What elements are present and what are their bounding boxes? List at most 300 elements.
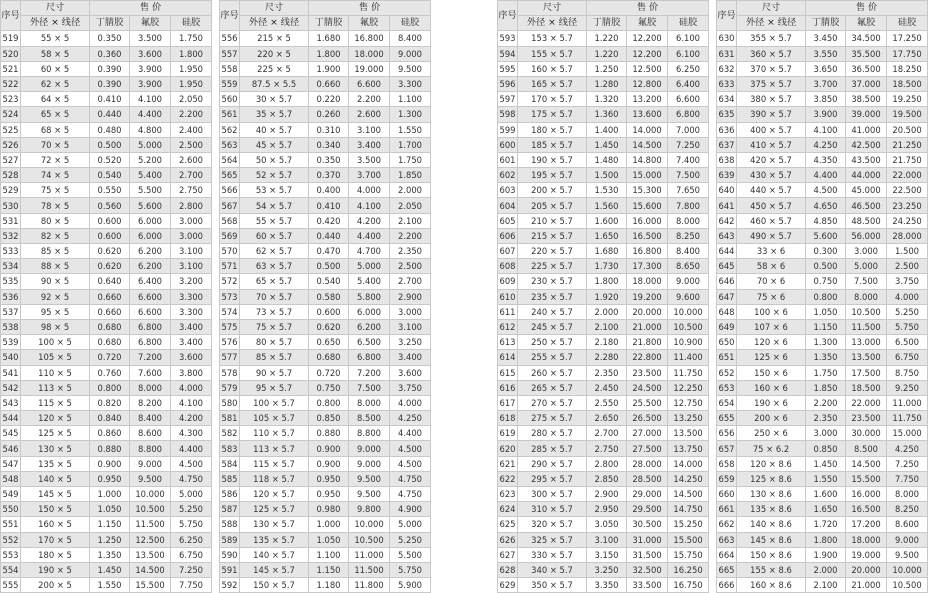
table-row: [498, 213, 709, 228]
silicone-price-cell: 2.900: [390, 289, 431, 304]
table-row: [498, 487, 709, 502]
size-cell: 140 × 8.6: [737, 517, 806, 532]
size-cell: 85 × 5: [21, 244, 90, 259]
seq-cell: 536: [1, 289, 21, 304]
silicone-price-cell: 1.800: [171, 46, 212, 61]
nbr-price-cell: 0.640: [90, 274, 130, 289]
nbr-price-cell: 1.750: [806, 365, 846, 380]
table-row: [1, 152, 212, 167]
size-cell: 100 × 5: [21, 335, 90, 350]
nbr-price-cell: 3.050: [587, 517, 627, 532]
seq-cell: 548: [1, 471, 21, 486]
seq-cell: 542: [1, 380, 21, 395]
nbr-price-cell: 1.450: [587, 137, 627, 152]
seq-cell: 537: [1, 304, 21, 319]
seq-cell: 545: [1, 426, 21, 441]
nbr-price-cell: 1.320: [587, 92, 627, 107]
silicone-price-cell: 15.500: [668, 532, 709, 547]
silicone-price-cell: 9.000: [668, 274, 709, 289]
nbr-price-cell: 0.540: [309, 274, 349, 289]
nbr-price-cell: 0.750: [309, 380, 349, 395]
seq-cell: 565: [220, 168, 240, 183]
silicone-price-cell: 2.050: [390, 198, 431, 213]
silicone-price-cell: 12.250: [668, 380, 709, 395]
seq-cell: 569: [220, 228, 240, 243]
silicone-price-cell: 8.250: [887, 502, 928, 517]
size-cell: 190 × 5.7: [518, 152, 587, 167]
table-row: [717, 517, 928, 532]
seq-cell: 606: [498, 228, 518, 243]
seq-cell: 596: [498, 76, 518, 91]
nbr-price-cell: 1.180: [309, 578, 349, 593]
table-row: [498, 547, 709, 562]
fkm-price-cell: 8.000: [846, 289, 887, 304]
fkm-price-cell: 21.000: [846, 578, 887, 593]
size-cell: 160 × 5.7: [518, 61, 587, 76]
fkm-price-cell: 12.200: [627, 31, 668, 46]
price-table-3: [497, 0, 709, 593]
fkm-price-cell: 15.600: [627, 198, 668, 213]
fkm-price-cell: 56.000: [846, 228, 887, 243]
size-cell: 90 × 5: [21, 274, 90, 289]
header-price: 售 价: [309, 1, 431, 16]
silicone-price-cell: 8.250: [668, 228, 709, 243]
fkm-price-cell: 16.800: [349, 31, 390, 46]
silicone-price-cell: 3.800: [171, 365, 212, 380]
header-fkm: 氟胶: [627, 16, 668, 31]
seq-cell: 571: [220, 259, 240, 274]
size-cell: 125 × 6: [737, 350, 806, 365]
table-row: [717, 168, 928, 183]
size-cell: 190 × 5: [21, 562, 90, 577]
fkm-price-cell: 27.500: [627, 441, 668, 456]
table-row: [717, 456, 928, 471]
fkm-price-cell: 14.500: [846, 456, 887, 471]
table-row: [220, 92, 431, 107]
seq-cell: 616: [498, 380, 518, 395]
seq-cell: 622: [498, 471, 518, 486]
header-price: 售 价: [90, 1, 212, 16]
silicone-price-cell: 3.400: [171, 335, 212, 350]
seq-cell: 522: [1, 76, 21, 91]
seq-cell: 541: [1, 365, 21, 380]
header-dim: 外径 × 线径: [518, 16, 587, 31]
seq-cell: 661: [717, 502, 737, 517]
size-cell: 225 × 5: [240, 61, 309, 76]
silicone-price-cell: 7.000: [668, 122, 709, 137]
silicone-price-cell: 6.750: [887, 350, 928, 365]
fkm-price-cell: 11.500: [349, 562, 390, 577]
size-cell: 200 × 5.7: [518, 183, 587, 198]
size-cell: 325 × 5.7: [518, 532, 587, 547]
size-cell: 330 × 5.7: [518, 547, 587, 562]
size-cell: 110 × 5.7: [240, 426, 309, 441]
size-cell: 380 × 5.7: [737, 92, 806, 107]
seq-cell: 639: [717, 168, 737, 183]
table-row: [1, 319, 212, 334]
silicone-price-cell: 5.000: [390, 517, 431, 532]
silicone-price-cell: 4.250: [887, 441, 928, 456]
fkm-price-cell: 8.000: [349, 395, 390, 410]
size-cell: 340 × 5.7: [518, 562, 587, 577]
fkm-price-cell: 5.400: [130, 168, 171, 183]
silicone-price-cell: 20.500: [887, 122, 928, 137]
seq-cell: 648: [717, 304, 737, 319]
fkm-price-cell: 29.500: [627, 502, 668, 517]
size-cell: 130 × 8.6: [737, 487, 806, 502]
nbr-price-cell: 3.150: [587, 547, 627, 562]
nbr-price-cell: 0.680: [90, 335, 130, 350]
seq-cell: 624: [498, 502, 518, 517]
fkm-price-cell: 6.500: [349, 335, 390, 350]
seq-cell: 604: [498, 198, 518, 213]
silicone-price-cell: 6.250: [668, 61, 709, 76]
silicone-price-cell: 4.100: [171, 395, 212, 410]
fkm-price-cell: 11.500: [130, 517, 171, 532]
size-cell: 280 × 5.7: [518, 426, 587, 441]
nbr-price-cell: 0.820: [90, 395, 130, 410]
silicone-price-cell: 3.300: [390, 76, 431, 91]
table-row: [717, 92, 928, 107]
table-row: [498, 471, 709, 486]
seq-cell: 574: [220, 304, 240, 319]
fkm-price-cell: 13.500: [846, 350, 887, 365]
fkm-price-cell: 6.600: [349, 76, 390, 91]
header-price: 售 价: [587, 1, 709, 16]
nbr-price-cell: 0.840: [90, 411, 130, 426]
fkm-price-cell: 5.200: [130, 152, 171, 167]
silicone-price-cell: 10.500: [668, 319, 709, 334]
table-row: [220, 532, 431, 547]
size-cell: 225 × 5.7: [518, 259, 587, 274]
nbr-price-cell: 1.530: [587, 183, 627, 198]
fkm-price-cell: 3.000: [846, 244, 887, 259]
size-cell: 95 × 5: [21, 304, 90, 319]
silicone-price-cell: 4.900: [390, 502, 431, 517]
fkm-price-cell: 35.500: [846, 46, 887, 61]
silicone-price-cell: 2.800: [171, 198, 212, 213]
table-row: [220, 289, 431, 304]
fkm-price-cell: 4.000: [349, 183, 390, 198]
size-cell: 160 × 8.6: [737, 578, 806, 593]
silicone-price-cell: 4.200: [171, 411, 212, 426]
silicone-price-cell: 4.400: [171, 441, 212, 456]
nbr-price-cell: 0.650: [309, 335, 349, 350]
silicone-price-cell: 4.500: [390, 441, 431, 456]
fkm-price-cell: 2.600: [349, 107, 390, 122]
table-row: [1, 107, 212, 122]
silicone-price-cell: 7.250: [171, 562, 212, 577]
silicone-price-cell: 2.500: [887, 259, 928, 274]
size-cell: 72 × 5: [21, 152, 90, 167]
table-row: [717, 471, 928, 486]
size-cell: 135 × 5: [21, 456, 90, 471]
seq-cell: 562: [220, 122, 240, 137]
fkm-price-cell: 17.500: [846, 365, 887, 380]
silicone-price-cell: 4.000: [171, 380, 212, 395]
header-size: 尺寸: [240, 1, 309, 16]
seq-cell: 575: [220, 319, 240, 334]
silicone-price-cell: 7.250: [887, 456, 928, 471]
silicone-price-cell: 8.400: [390, 31, 431, 46]
size-cell: 140 × 5: [21, 471, 90, 486]
fkm-price-cell: 9.500: [130, 471, 171, 486]
nbr-price-cell: 3.100: [587, 532, 627, 547]
header-nbr: 丁腈胶: [587, 16, 627, 31]
silicone-price-cell: 1.550: [390, 122, 431, 137]
fkm-price-cell: 18.000: [627, 274, 668, 289]
size-cell: 155 × 8.6: [737, 562, 806, 577]
fkm-price-cell: 15.300: [627, 183, 668, 198]
silicone-price-cell: 1.300: [390, 107, 431, 122]
seq-cell: 593: [498, 31, 518, 46]
table-row: [717, 547, 928, 562]
table-row: [1, 365, 212, 380]
nbr-price-cell: 1.650: [806, 502, 846, 517]
silicone-price-cell: 6.400: [668, 76, 709, 91]
fkm-price-cell: 16.500: [846, 502, 887, 517]
size-cell: 115 × 5: [21, 395, 90, 410]
size-cell: 440 × 5.7: [737, 183, 806, 198]
fkm-price-cell: 15.500: [130, 578, 171, 593]
silicone-price-cell: 14.500: [668, 487, 709, 502]
silicone-price-cell: 1.950: [171, 61, 212, 76]
size-cell: 490 × 5.7: [737, 228, 806, 243]
fkm-price-cell: 20.000: [627, 304, 668, 319]
nbr-price-cell: 1.000: [309, 517, 349, 532]
seq-cell: 538: [1, 319, 21, 334]
table-row: [1, 578, 212, 593]
silicone-price-cell: 2.350: [390, 244, 431, 259]
silicone-price-cell: 9.500: [887, 547, 928, 562]
fkm-price-cell: 33.500: [627, 578, 668, 593]
silicone-price-cell: 9.600: [668, 289, 709, 304]
nbr-price-cell: 0.950: [309, 487, 349, 502]
table-row: [220, 487, 431, 502]
silicone-price-cell: 14.250: [668, 471, 709, 486]
nbr-price-cell: 0.620: [90, 259, 130, 274]
nbr-price-cell: 3.650: [806, 61, 846, 76]
seq-cell: 608: [498, 259, 518, 274]
header-size: 尺寸: [737, 1, 806, 16]
nbr-price-cell: 0.800: [309, 395, 349, 410]
size-cell: 120 × 8.6: [737, 456, 806, 471]
seq-cell: 581: [220, 411, 240, 426]
silicone-price-cell: 3.300: [171, 289, 212, 304]
silicone-price-cell: 14.750: [668, 502, 709, 517]
silicone-price-cell: 16.750: [668, 578, 709, 593]
fkm-price-cell: 19.000: [349, 61, 390, 76]
nbr-price-cell: 0.350: [309, 152, 349, 167]
silicone-price-cell: 7.500: [668, 168, 709, 183]
silicone-price-cell: 5.900: [390, 578, 431, 593]
fkm-price-cell: 12.500: [130, 532, 171, 547]
silicone-price-cell: 2.400: [171, 122, 212, 137]
table-row: [220, 380, 431, 395]
header-dim: 外径 × 线径: [737, 16, 806, 31]
fkm-price-cell: 15.000: [627, 168, 668, 183]
fkm-price-cell: 14.000: [627, 122, 668, 137]
seq-cell: 540: [1, 350, 21, 365]
seq-cell: 583: [220, 441, 240, 456]
fkm-price-cell: 11.500: [846, 319, 887, 334]
fkm-price-cell: 16.000: [627, 213, 668, 228]
silicone-price-cell: 23.250: [887, 198, 928, 213]
seq-cell: 611: [498, 304, 518, 319]
table-row: [1, 137, 212, 152]
nbr-price-cell: 2.700: [587, 426, 627, 441]
seq-cell: 532: [1, 228, 21, 243]
fkm-price-cell: 8.500: [846, 441, 887, 456]
size-cell: 250 × 5.7: [518, 335, 587, 350]
table-row: [498, 168, 709, 183]
silicone-price-cell: 3.200: [171, 274, 212, 289]
nbr-price-cell: 4.500: [806, 183, 846, 198]
seq-cell: 551: [1, 517, 21, 532]
size-cell: 45 × 5.7: [240, 137, 309, 152]
silicone-price-cell: 10.000: [668, 304, 709, 319]
seq-cell: 578: [220, 365, 240, 380]
table-row: [717, 31, 928, 46]
silicone-price-cell: 3.600: [171, 350, 212, 365]
seq-cell: 598: [498, 107, 518, 122]
seq-cell: 524: [1, 107, 21, 122]
seq-cell: 576: [220, 335, 240, 350]
size-cell: 165 × 5.7: [518, 76, 587, 91]
nbr-price-cell: 0.440: [90, 107, 130, 122]
seq-cell: 567: [220, 198, 240, 213]
fkm-price-cell: 28.000: [627, 456, 668, 471]
silicone-price-cell: 10.500: [887, 578, 928, 593]
table-row: [220, 244, 431, 259]
seq-cell: 563: [220, 137, 240, 152]
nbr-price-cell: 1.600: [587, 213, 627, 228]
size-cell: 195 × 5.7: [518, 168, 587, 183]
table-row: [717, 380, 928, 395]
size-cell: 175 × 5.7: [518, 107, 587, 122]
table-row: [1, 487, 212, 502]
nbr-price-cell: 1.150: [90, 517, 130, 532]
seq-cell: 531: [1, 213, 21, 228]
seq-cell: 528: [1, 168, 21, 183]
table-row: [1, 122, 212, 137]
seq-cell: 549: [1, 487, 21, 502]
silicone-price-cell: 15.000: [887, 426, 928, 441]
seq-cell: 666: [717, 578, 737, 593]
silicone-price-cell: 4.750: [390, 471, 431, 486]
silicone-price-cell: 9.000: [887, 532, 928, 547]
nbr-price-cell: 1.350: [806, 350, 846, 365]
table-row: [1, 562, 212, 577]
seq-cell: 590: [220, 547, 240, 562]
nbr-price-cell: 1.920: [587, 289, 627, 304]
silicone-price-cell: 12.750: [668, 395, 709, 410]
seq-cell: 640: [717, 183, 737, 198]
nbr-price-cell: 0.360: [90, 46, 130, 61]
seq-cell: 623: [498, 487, 518, 502]
fkm-price-cell: 6.600: [130, 289, 171, 304]
seq-cell: 555: [1, 578, 21, 593]
size-cell: 64 × 5: [21, 92, 90, 107]
header-seq: 序号: [220, 1, 240, 31]
fkm-price-cell: 3.500: [130, 31, 171, 46]
fkm-price-cell: 6.200: [130, 259, 171, 274]
nbr-price-cell: 0.220: [309, 92, 349, 107]
nbr-price-cell: 0.850: [806, 441, 846, 456]
price-table-4: [716, 0, 928, 593]
table-row: [498, 61, 709, 76]
size-cell: 130 × 5.7: [240, 517, 309, 532]
seq-cell: 584: [220, 456, 240, 471]
table-row: [220, 61, 431, 76]
table-row: [1, 228, 212, 243]
size-cell: 265 × 5.7: [518, 380, 587, 395]
size-cell: 215 × 5: [240, 31, 309, 46]
seq-cell: 650: [717, 335, 737, 350]
nbr-price-cell: 4.250: [806, 137, 846, 152]
fkm-price-cell: 8.200: [130, 395, 171, 410]
size-cell: 125 × 5.7: [240, 502, 309, 517]
silicone-price-cell: 2.700: [171, 168, 212, 183]
nbr-price-cell: 0.370: [309, 168, 349, 183]
fkm-price-cell: 44.000: [846, 168, 887, 183]
fkm-price-cell: 9.000: [130, 456, 171, 471]
fkm-price-cell: 39.000: [846, 107, 887, 122]
table-row: [1, 532, 212, 547]
header-size: 尺寸: [518, 1, 587, 16]
nbr-price-cell: 0.880: [90, 441, 130, 456]
size-cell: 62 × 5.7: [240, 244, 309, 259]
size-cell: 270 × 5.7: [518, 395, 587, 410]
table-row: [498, 183, 709, 198]
silicone-price-cell: 4.500: [390, 456, 431, 471]
silicone-price-cell: 2.050: [171, 92, 212, 107]
fkm-price-cell: 4.400: [130, 107, 171, 122]
size-cell: 88 × 5: [21, 259, 90, 274]
table-row: [498, 31, 709, 46]
seq-cell: 637: [717, 137, 737, 152]
silicone-price-cell: 3.100: [390, 319, 431, 334]
seq-cell: 656: [717, 426, 737, 441]
fkm-price-cell: 6.000: [349, 304, 390, 319]
size-cell: 65 × 5.7: [240, 274, 309, 289]
fkm-price-cell: 2.200: [349, 92, 390, 107]
seq-cell: 643: [717, 228, 737, 243]
nbr-price-cell: 1.100: [309, 547, 349, 562]
silicone-price-cell: 22.000: [887, 168, 928, 183]
nbr-price-cell: 0.410: [90, 92, 130, 107]
seq-cell: 647: [717, 289, 737, 304]
size-cell: 230 × 5.7: [518, 274, 587, 289]
size-cell: 460 × 5.7: [737, 213, 806, 228]
fkm-price-cell: 6.800: [349, 350, 390, 365]
fkm-price-cell: 10.500: [130, 502, 171, 517]
seq-cell: 655: [717, 411, 737, 426]
fkm-price-cell: 3.100: [349, 122, 390, 137]
size-cell: 145 × 5.7: [240, 562, 309, 577]
silicone-price-cell: 2.500: [171, 137, 212, 152]
size-cell: 135 × 5.7: [240, 532, 309, 547]
silicone-price-cell: 4.250: [390, 411, 431, 426]
size-cell: 155 × 5.7: [518, 46, 587, 61]
silicone-price-cell: 3.300: [171, 304, 212, 319]
nbr-price-cell: 1.350: [90, 547, 130, 562]
silicone-price-cell: 8.400: [668, 244, 709, 259]
fkm-price-cell: 3.400: [349, 137, 390, 152]
table-row: [717, 487, 928, 502]
seq-cell: 520: [1, 46, 21, 61]
size-cell: 310 × 5.7: [518, 502, 587, 517]
